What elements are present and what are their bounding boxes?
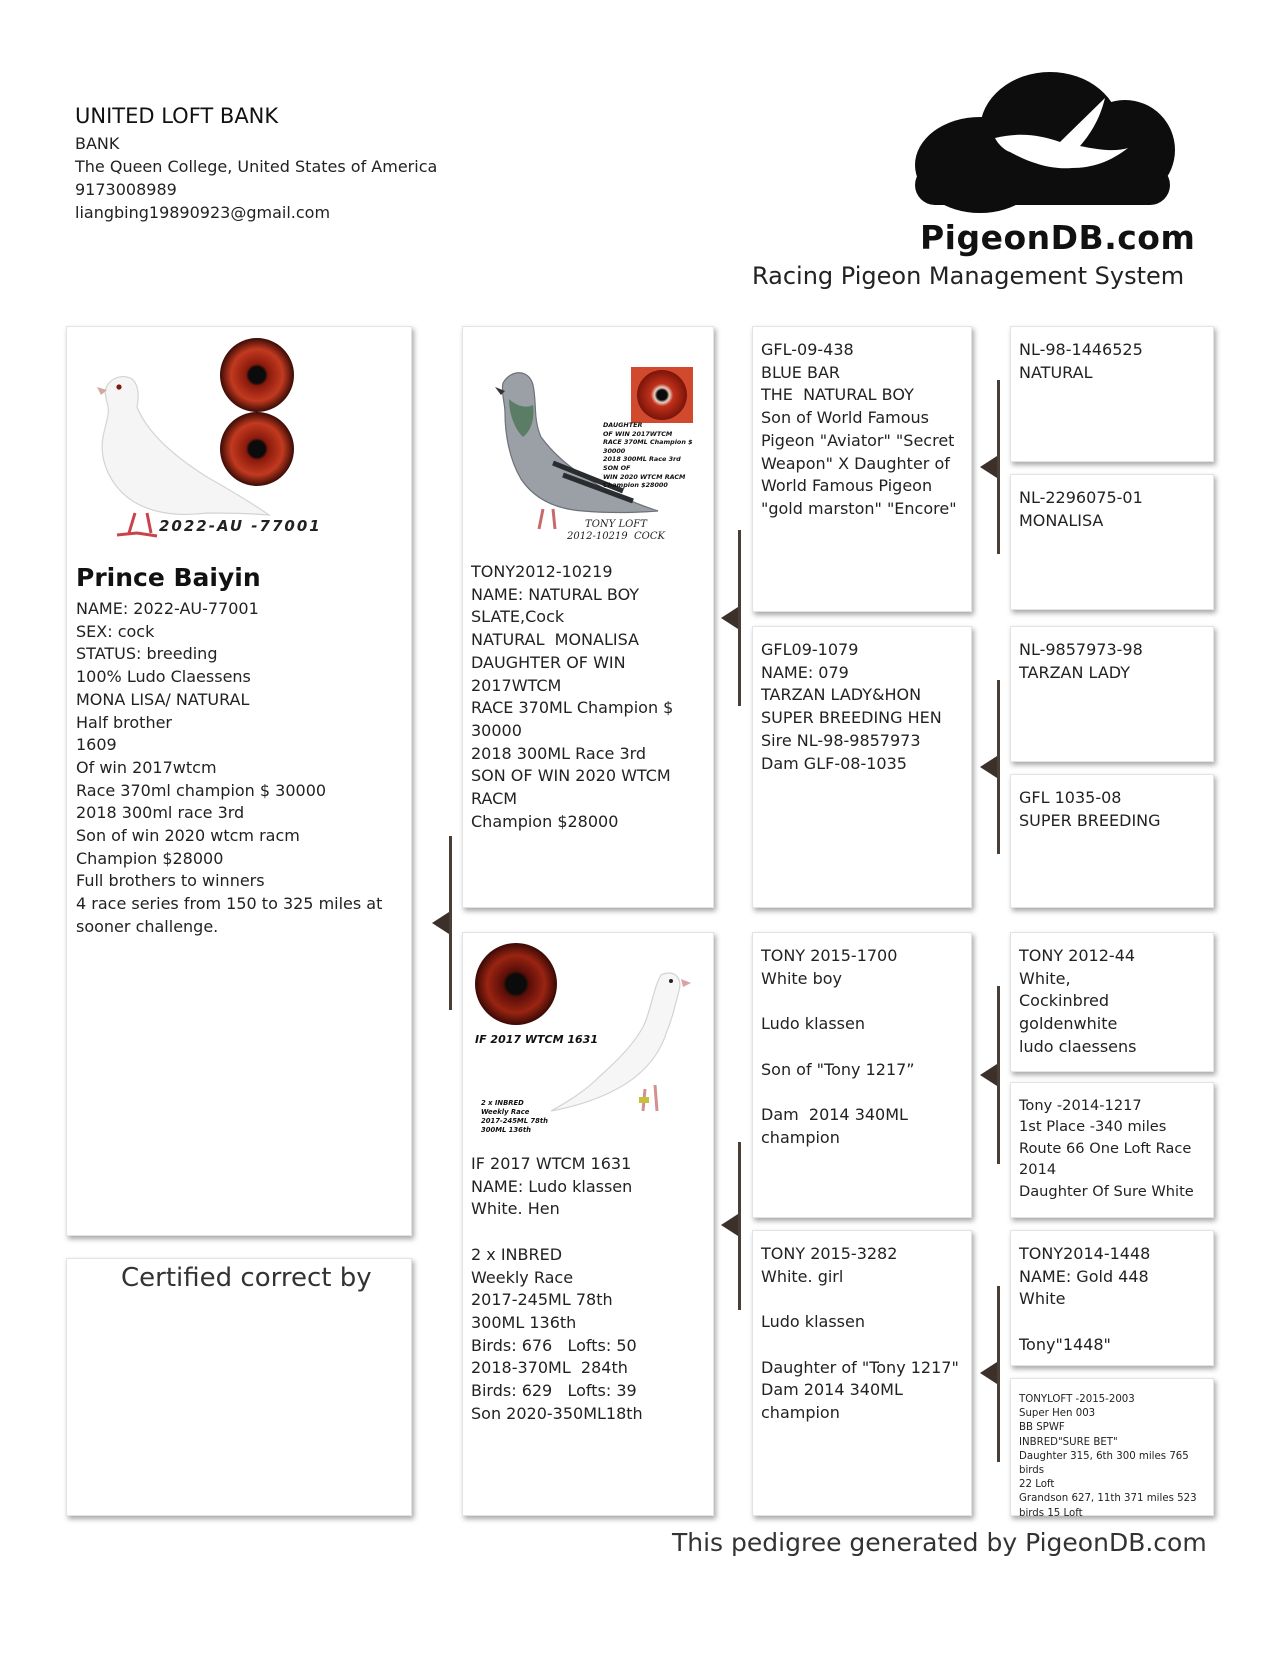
dam-photo-label: IF 2017 WTCM 1631 (475, 1033, 598, 1046)
owner-email: liangbing19890923@gmail.com (75, 203, 331, 222)
grandsire-sire-card (752, 326, 972, 612)
sire-eye-photo (631, 367, 693, 423)
connector-arrow-icon (980, 756, 997, 778)
owner-type: BANK (75, 134, 120, 153)
dam-text: IF 2017 WTCM 1631 NAME: Ludo klassen White. Hen 2 x INBRED Weekly Race 2017-245ML 78th 300ML 136th Birds: 676 Lofts: 50 2018-370ML 284th Birds: 629 Lofts: 39 Son 2020-350ML18th (471, 1154, 643, 1423)
connector-line (449, 836, 452, 1010)
connector-line (997, 986, 1000, 1164)
connector-arrow-icon (980, 456, 997, 478)
dam-card (462, 932, 714, 1516)
connector-arrow-icon (980, 1064, 997, 1086)
grandsire-dam-card (752, 932, 972, 1218)
subject-info (76, 563, 406, 939)
granddam-dam-text: TONY 2015-3282 White. girl Ludo klassen Daughter of "Tony 1217" Dam 2014 340ML champion (761, 1244, 959, 1422)
ggp-1-text: NL-98-1446525 NATURAL (1019, 340, 1143, 382)
granddam-dam-card (752, 1230, 972, 1516)
ggp-8-text: TONYLOFT -2015-2003 Super Hen 003 BB SPWF INBRED"SURE BET" Daughter 315, 6th 300 miles 765 birds 22 Loft Grandson 627, 11th 371 miles 523 birds 15 Loft (1019, 1394, 1197, 1519)
connector-arrow-icon (721, 607, 738, 629)
connector-line (997, 680, 1000, 854)
ggp-5-text: TONY 2012-44 White, Cockinbred goldenwhite ludo claessens (1019, 946, 1137, 1056)
ggp-7-text: TONY2014-1448 NAME: Gold 448 White Tony"1448" (1019, 1244, 1151, 1354)
connector-arrow-icon (980, 1362, 997, 1384)
owner-info (75, 104, 437, 224)
granddam-sire-card (752, 626, 972, 908)
subject-photo-label: 2022-AU -77001 (159, 517, 322, 535)
ggp-6-text: Tony -2014-1217 1st Place -340 miles Route 66 One Loft Race 2014 Daughter Of Sure White (1019, 1097, 1194, 1200)
ggp-6-card (1010, 1082, 1214, 1218)
dam-photo-caption: 2 x INBRED Weekly Race 2017-245ML 78th 300ML 136th (481, 1099, 548, 1134)
connector-line (997, 1286, 1000, 1462)
granddam-sire-text: GFL09-1079 NAME: 079 TARZAN LADY&HON SUPER BREEDING HEN Sire NL-98-9857973 Dam GLF-08-1035 (761, 640, 942, 773)
certified-label: Certified correct by (121, 1263, 372, 1293)
ggp-3-card (1010, 626, 1214, 762)
subject-card (66, 326, 412, 1236)
grandsire-dam-text: TONY 2015-1700 White boy Ludo klassen Son of "Tony 1217” Dam 2014 340ML champion (761, 946, 915, 1147)
cloud-pigeon-logo-icon (900, 70, 1180, 220)
certified-box (66, 1258, 412, 1516)
ggp-5-card (1010, 932, 1214, 1072)
ggp-1-card (1010, 326, 1214, 462)
subject-title: Prince Baiyin (76, 563, 261, 592)
ggp-4-text: GFL 1035-08 SUPER BREEDING (1019, 788, 1161, 830)
eye-photos (217, 337, 297, 507)
ggp-3-text: NL-9857973-98 TARZAN LADY (1019, 640, 1143, 682)
grandsire-sire-text: GFL-09-438 BLUE BAR THE NATURAL BOY Son of World Famous Pigeon "Aviator" "Secret Weapon" X Daughter of World Famous Pigeon "gold marston" "Encore" (761, 340, 957, 518)
subject-details: NAME: 2022-AU-77001 SEX: cock STATUS: breeding 100% Ludo Claessens MONA LISA/ NATURAL Half brother 1609 Of win 2017wtcm Race 370ml champion $ 30000 2018 300ml race 3rd Son of win 2020 wtcm racm Champion $28000 Full brothers to winners 4 race series from 150 to 325 miles at sooner challenge. (76, 599, 383, 936)
brand-site: PigeonDB.com (920, 218, 1196, 257)
connector-arrow-icon (721, 1214, 738, 1236)
sire-text: TONY2012-10219 NAME: NATURAL BOY SLATE,Cock NATURAL MONALISA DAUGHTER OF WIN 2017WTCM RACE 370ML Champion $ 30000 2018 300ML Race 3rd SON OF WIN 2020 WTCM RACM Champion $28000 (471, 562, 674, 831)
sire-card (462, 326, 714, 908)
owner-address: The Queen College, United States of America (75, 157, 438, 176)
owner-phone: 9173008989 (75, 180, 177, 199)
connector-arrow-icon (432, 912, 449, 934)
brand-tagline: Racing Pigeon Management System (752, 262, 1185, 290)
ggp-7-card (1010, 1230, 1214, 1366)
ggp-4-card (1010, 774, 1214, 908)
connector-line (997, 380, 1000, 554)
ggp-2-card (1010, 474, 1214, 610)
white-hen-photo (533, 961, 693, 1131)
ggp-2-text: NL-2296075-01 MONALISA (1019, 488, 1143, 530)
owner-name: UNITED LOFT BANK (75, 104, 279, 128)
ggp-8-card (1010, 1378, 1214, 1519)
connector-line (738, 1142, 741, 1310)
sire-photo-caption: DAUGHTER OF WIN 2017WTCM RACE 370ML Champion $ 30000 2018 300ML Race 3rd SON OF WIN 2020 WTCM RACM Champion $28000 (603, 421, 693, 490)
connector-line (738, 530, 741, 706)
sire-photo-label: TONY LOFT 2012-10219 COCK (567, 519, 665, 542)
footer-text: This pedigree generated by PigeonDB.com (672, 1528, 1207, 1557)
